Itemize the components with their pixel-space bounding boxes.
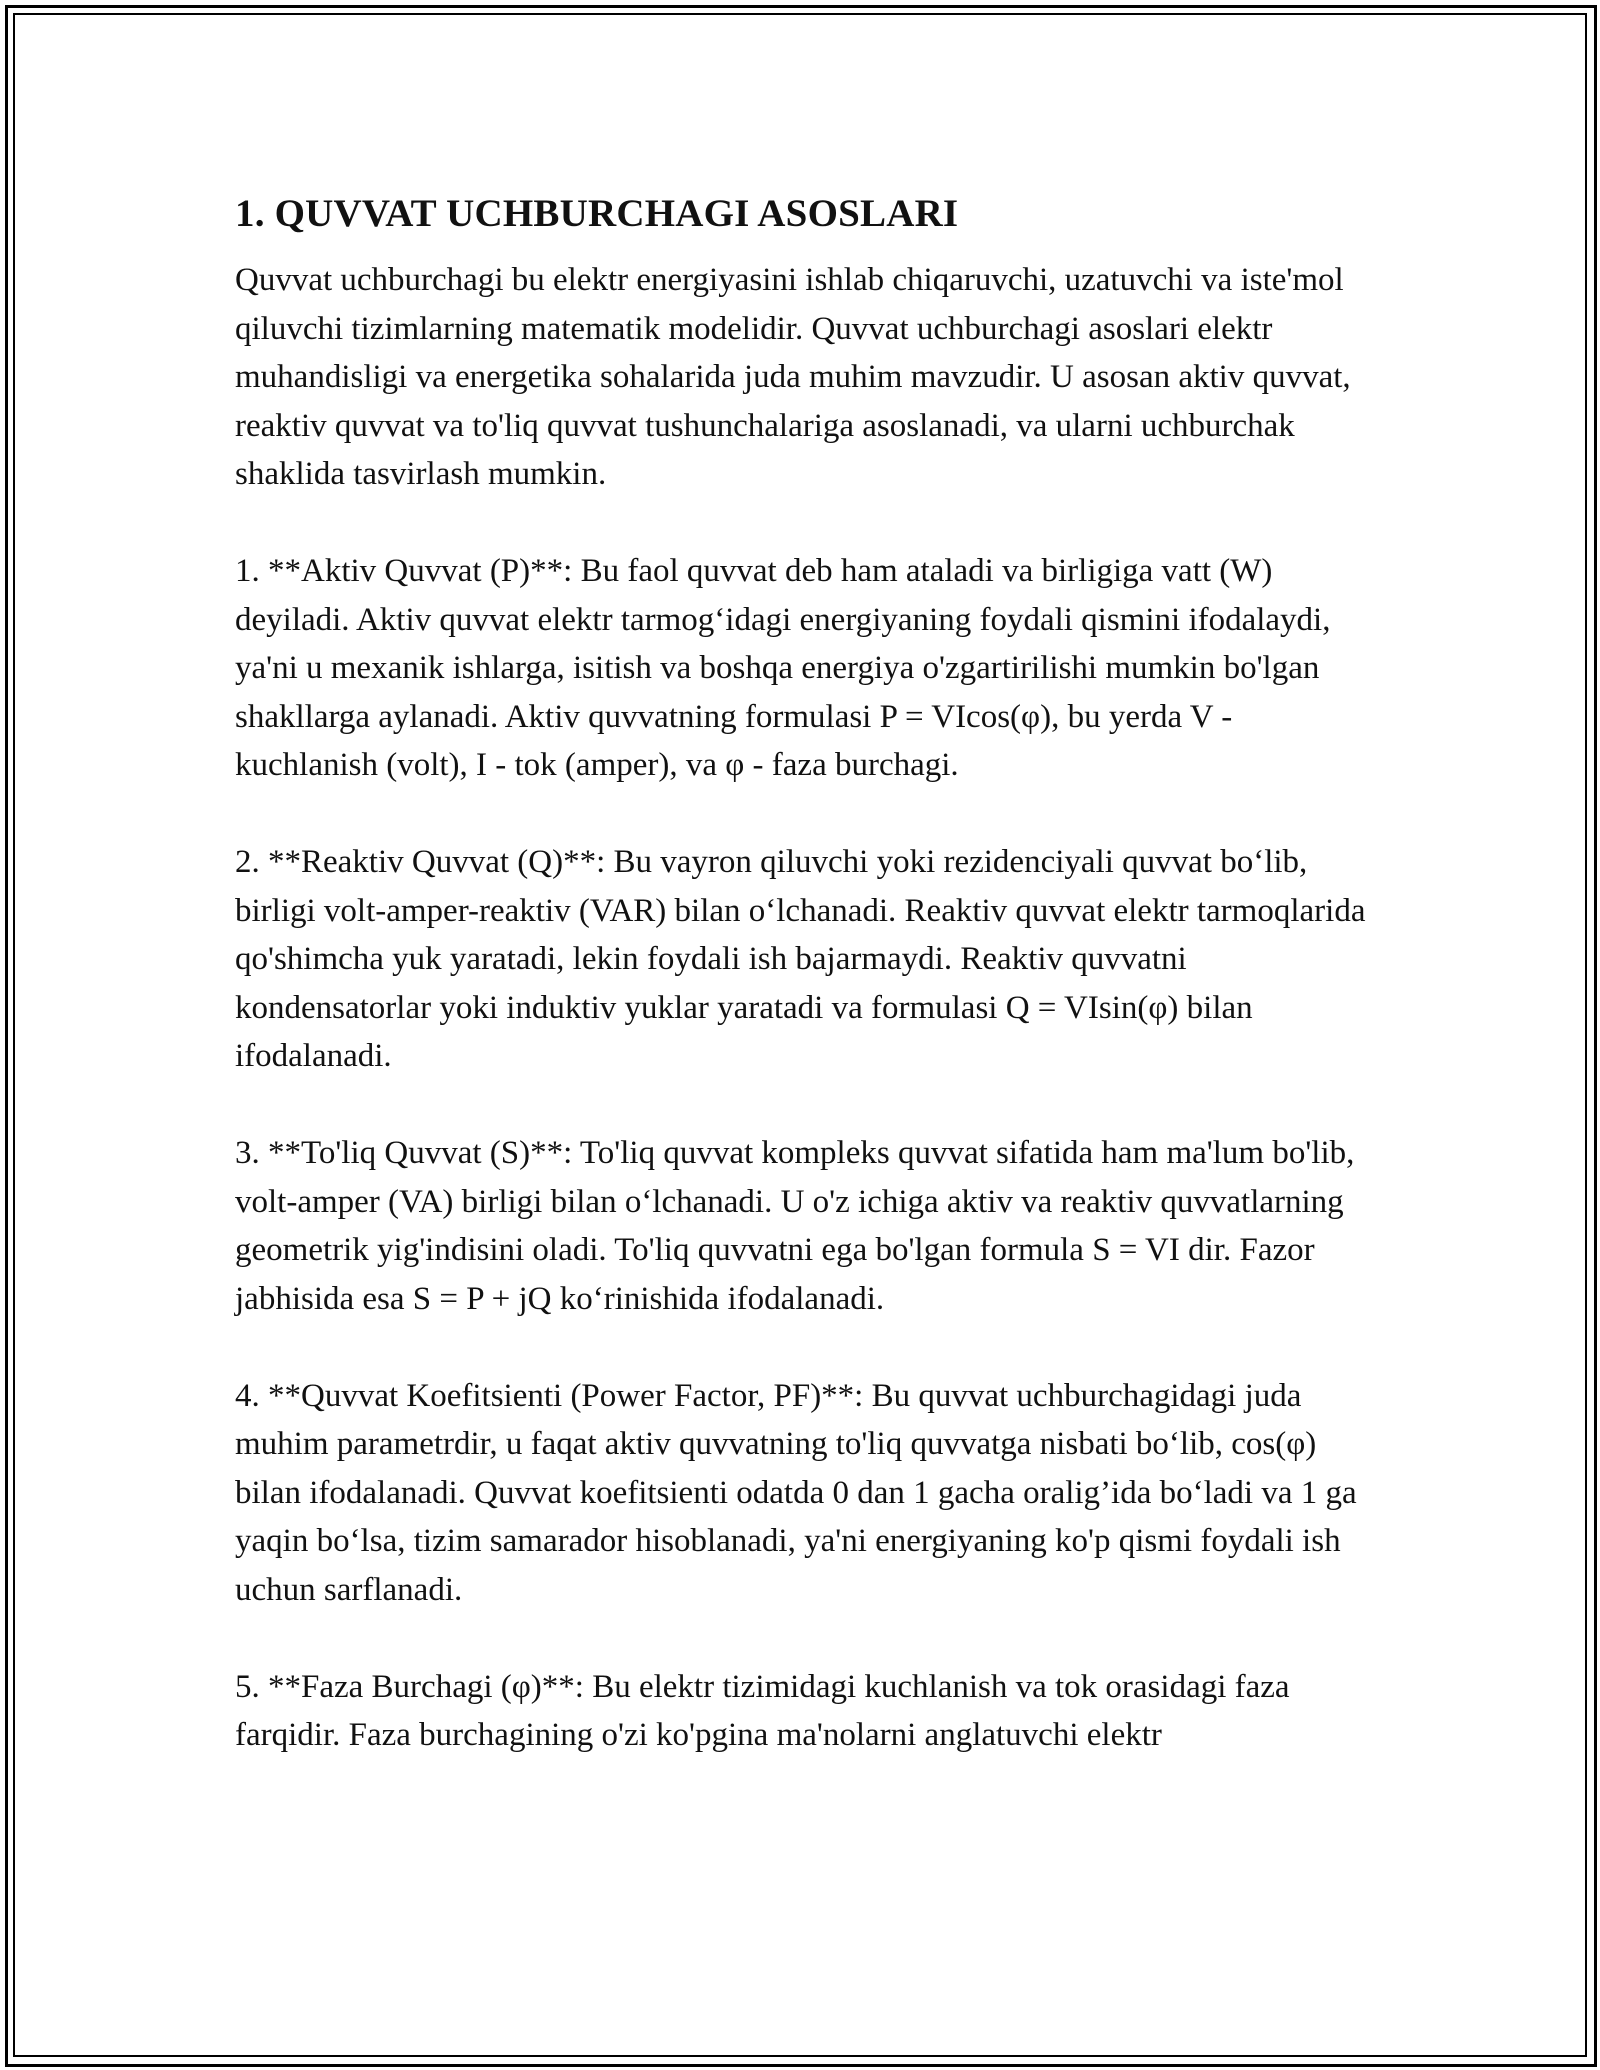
phase-angle-paragraph: 5. **Faza Burchagi (φ)**: Bu elektr tizimidagi kuchlanish va tok orasidagi faza farqidir. Faza burchagining o'zi ko'pgina ma'nolarni anglatuvchi elektr bbox=[235, 1668, 1290, 1753]
apparent-power-paragraph: 3. **To'liq Quvvat (S)**: To'liq quvvat kompleks quvvat sifatida ham ma'lum bo'lib, volt-amper (VA) birligi bilan o‘lchanadi. U o'z ichiga aktiv va reaktiv quvvatlarning geometrik yig'indisini oladi. To'liq quvvatni ega bo'lgan formula S = VI dir. Fazor jabhisida esa S = P + jQ ko‘rinishida ifodalanadi. bbox=[235, 1135, 1355, 1317]
document-body bbox=[235, 186, 1375, 1760]
active-power-paragraph: 1. **Aktiv Quvvat (P)**: Bu faol quvvat deb ham ataladi va birligiga vatt (W) deyiladi. Aktiv quvvat elektr tarmog‘idagi energiyaning foydali qismini ifodalaydi, ya'ni u mexanik ishlarga, isitish va boshqa energiya o'zgartirilishi mumkin bo'lgan shakllarga aylanadi. Aktiv quvvatning formulasi P = VIcos(φ), bu yerda V - kuchlanish (volt), I - tok (amper), va φ - faza burchagi. bbox=[235, 553, 1331, 783]
reactive-power-paragraph: 2. **Reaktiv Quvvat (Q)**: Bu vayron qiluvchi yoki rezidenciyali quvvat bo‘lib, birligi volt-amper-reaktiv (VAR) bilan o‘lchanadi. Reaktiv quvvat elektr tarmoqlarida qo'shimcha yuk yaratadi, lekin foydali ish bajarmaydi. Reaktiv quvvatni kondensatorlar yoki induktiv yuklar yaratadi va formulasi Q = VIsin(φ) bilan ifodalanadi. bbox=[235, 844, 1366, 1074]
document-title: 1. QUVVAT UCHBURCHAGI ASOSLARI bbox=[235, 192, 959, 235]
power-factor-paragraph: 4. **Quvvat Koefitsienti (Power Factor, PF)**: Bu quvvat uchburchagidagi juda muhim parametrdir, u faqat aktiv quvvatning to'liq quvvatga nisbati bo‘lib, cos(φ) bilan ifodalanadi. Quvvat koefitsienti odatda 0 dan 1 gacha oralig’ida bo‘ladi va 1 ga yaqin bo‘lsa, tizim samarador hisoblanadi, ya'ni energiyaning ko'p qismi foydali ish uchun sarflanadi. bbox=[235, 1377, 1357, 1608]
intro-paragraph: Quvvat uchburchagi bu elektr energiyasini ishlab chiqaruvchi, uzatuvchi va iste'mol qiluvchi tizimlarning matematik modelidir. Quvvat uchburchagi asoslari elektr muhandisligi va energetika sohalarida juda muhim mavzudir. U asosan aktiv quvvat, reaktiv quvvat va to'liq quvvat tushunchalariga asoslanadi, va ularni uchburchak shaklida tasvirlash mumkin. bbox=[235, 262, 1351, 492]
